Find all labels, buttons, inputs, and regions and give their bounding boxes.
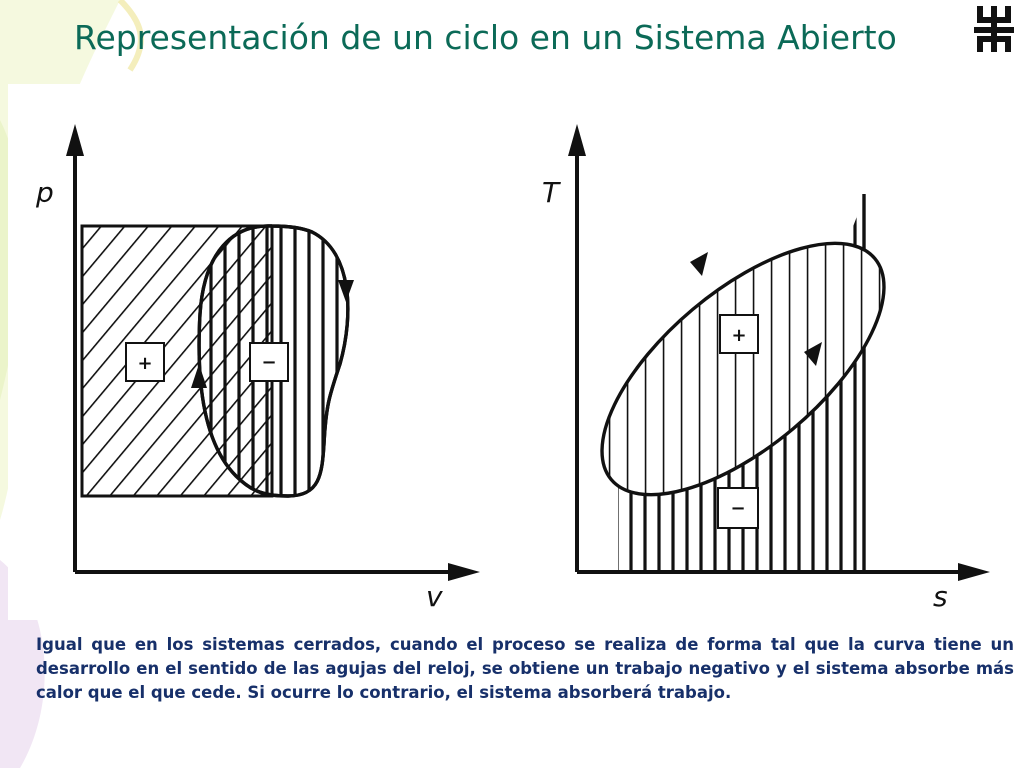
pv-negative-box xyxy=(250,343,288,381)
pv-y-label: p xyxy=(36,176,54,209)
svg-text:+: + xyxy=(731,325,747,346)
ts-positive-box xyxy=(720,315,758,353)
svg-text:−: − xyxy=(261,352,277,373)
ts-cycle-arrow-upper-icon xyxy=(690,252,708,276)
ts-x-label: s xyxy=(933,580,948,613)
slide-title: Representación de un ciclo en un Sistema Abierto xyxy=(74,18,897,57)
svg-text:−: − xyxy=(730,498,746,519)
utn-logo-icon xyxy=(974,6,1014,52)
caption-text: Igual que en los sistemas cerrados, cuando el proceso se realiza de forma tal que la curva tiene un desarrollo en el sentido de las agujas del reloj, se obtiene un trabajo negativo y el sistema absorbe más calor que el que cede. Si ocurre lo contrario, el sistema absorberá trabajo. xyxy=(36,635,1014,702)
pv-x-label: v xyxy=(426,580,443,613)
ts-negative-box xyxy=(718,488,758,528)
pv-x-axis-arrow-icon xyxy=(448,563,480,581)
pv-y-axis-arrow-icon xyxy=(66,124,84,156)
diagram-panel xyxy=(8,84,1014,620)
cycle-diagrams xyxy=(8,84,1014,620)
pv-diagram xyxy=(35,124,480,613)
ts-diagram xyxy=(542,124,990,613)
ts-y-axis-arrow-icon xyxy=(568,124,586,156)
ts-y-label: T xyxy=(542,176,560,209)
svg-text:+: + xyxy=(137,353,153,374)
pv-positive-box xyxy=(126,343,164,381)
ts-x-axis-arrow-icon xyxy=(958,563,990,581)
